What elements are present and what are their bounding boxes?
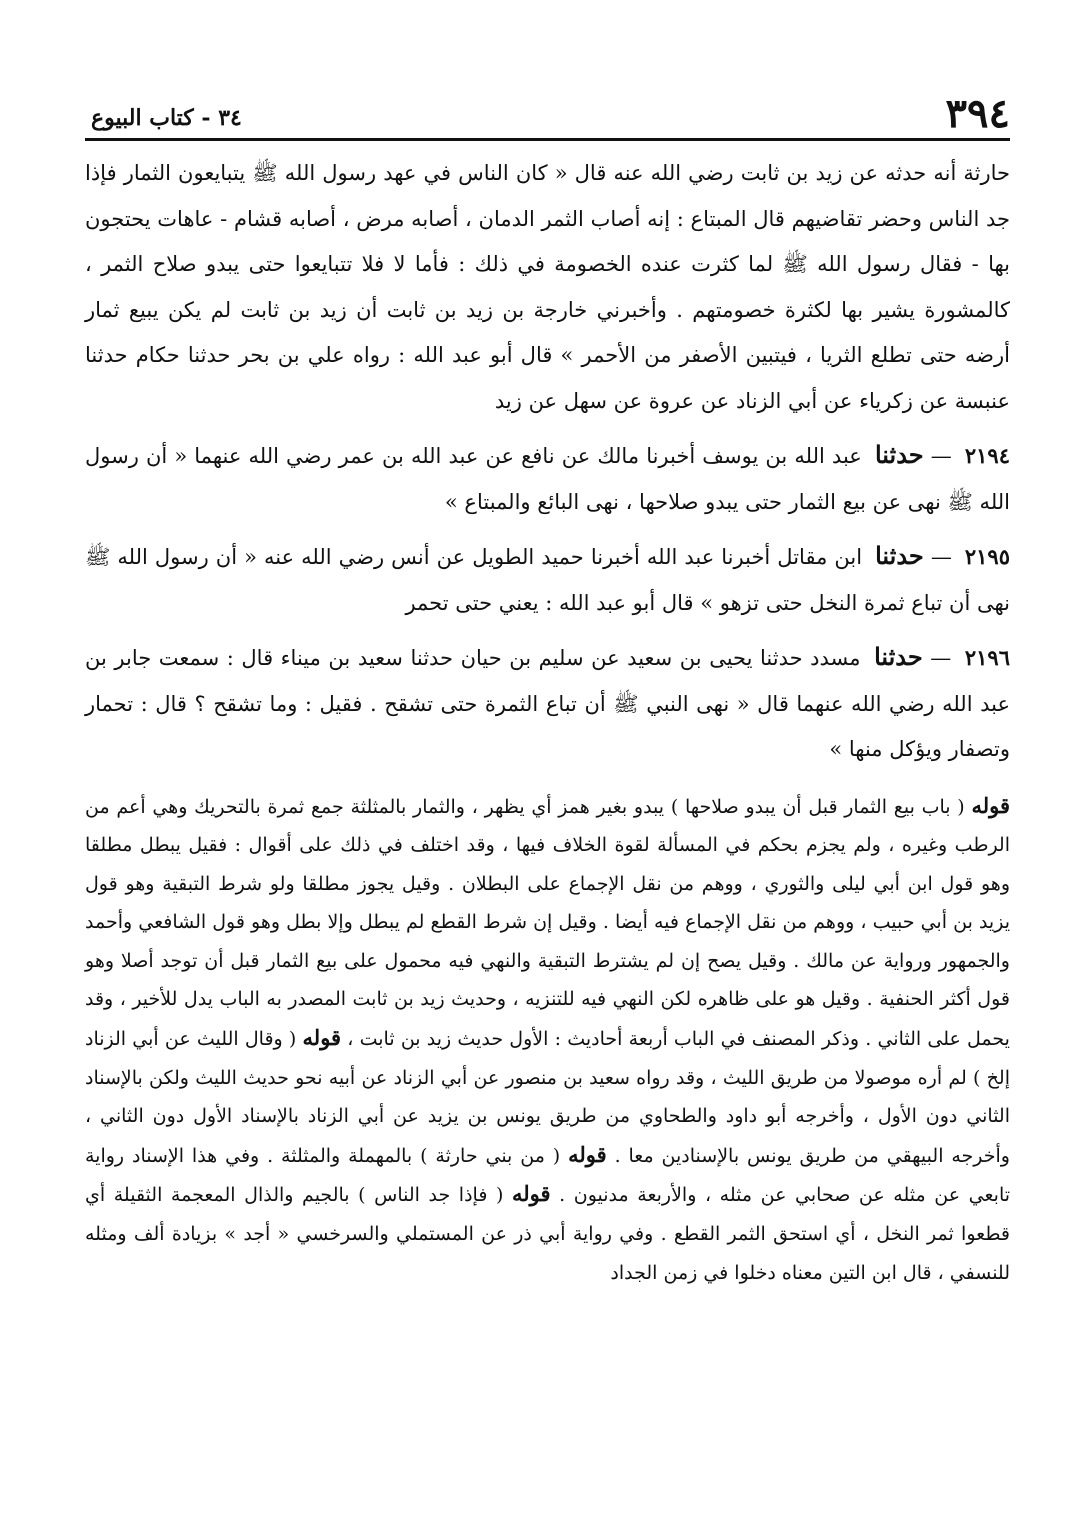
qawluhu-label: قوله [302,1025,342,1051]
hadith-text: عبد الله بن يوسف أخبرنا مالك عن نافع عن عبد الله بن عمر رضي الله عنهما « أن رسول الله ﷺ نهى عن بيع الثمار حتى يبدو صلاحها ، نهى البائع والمبتاع » [85,444,1010,514]
qawluhu-label: قوله [568,1141,607,1167]
commentary-text: ( باب بيع الثمار قبل أن يبدو صلاحها ) يبدو بغير همز أي يظهر ، والثمار بالمثلثة جمع ثمرة بالتحريك وهي أعم من الرطب وغيره ، ولم يجزم بحكم في المسألة لقوة الخلاف فيها ، وقد اختلف في ذلك على أقوال : فقيل يبطل مطلقا وهو قول ابن أبي ليلى والثوري ، ووهم من نقل الإجماع على البطلان . وقيل يجوز مطلقا ولو شرط التبقية وهو قول يزيد بن أبي حبيب ، ووهم من نقل الإجماع فيه أيضا . وقيل إن شرط القطع لم يبطل وإلا بطل وهو قول الشافعي وأحمد والجمهور ورواية عن مالك . وقيل يصح إن لم يشترط التبقية والنهي فيه محمول على بيع الثمار قبل أن توجد أصلا وهو قول أكثر الحنفية . وقيل هو على ظاهره لكن النهي فيه للتنزيه ، وحديث زيد بن ثابت المصدر به الباب يدل للأخير ، وقد يحمل على الثاني . وذكر المصنف في الباب أربعة أحاديث : الأول حديث زيد بن ثابت ، [85,795,1010,1051]
haddathana-label: حدثنا [874,642,923,671]
hadith-section [85,151,1010,773]
hadith-2194: ٢١٩٤ — حدثنا عبد الله بن يوسف أخبرنا مالك عن نافع عن عبد الله بن عمر رضي الله عنهما « أن رسول الله ﷺ نهى عن بيع الثمار حتى يبدو صلاحها ، نهى البائع والمبتاع » [85,440,1010,514]
hadith-text: مسدد حدثنا يحيى بن سعيد عن سليم بن حيان حدثنا سعيد بن ميناء قال : سمعت جابر بن عبد الله رضي الله عنهما قال « نهى النبي ﷺ أن تباع الثمرة حتى تشقح . فقيل : وما تشقح ؟ قال : تحمار وتصفار ويؤكل منها » [85,646,1010,761]
hadith-2195: ٢١٩٥ — حدثنا ابن مقاتل أخبرنا عبد الله أخبرنا حميد الطويل عن أنس رضي الله عنه « أن رسول الله ﷺ نهى أن تباع ثمرة النخل حتى تزهو » قال أبو عبد الله : يعني حتى تحمر [85,541,1010,615]
hadith-number: ٢١٩٥ [964,544,1010,569]
qawluhu-label: قوله [512,1181,551,1207]
commentary-text: ( فإذا جد الناس ) بالجيم والذال المعجمة الثقيلة أي قطعوا ثمر النخل ، أي استحق الثمر القطع . وفي رواية أبي ذر عن المستملي والسرخسي « أجد » بزيادة ألف ومثله للنسفي ، قال ابن التين معناه دخلوا في زمن الجداد [85,1184,1010,1284]
haddathana-label: حدثنا [874,440,924,469]
hadith-number: ٢١٩٦ [964,645,1010,670]
hadith-text: حارثة أنه حدثه عن زيد بن ثابت رضي الله عنه قال « كان الناس في عهد رسول الله ﷺ يتبايعون الثمار فإذا جد الناس وحضر تقاضيهم قال المبتاع : إنه أصاب الثمر الدمان ، أصابه مرض ، أصابه قشام - عاهات يحتجون بها - فقال رسول الله ﷺ لما كثرت عنده الخصومة في ذلك : فأما لا فلا تتبايعوا حتى يبدو صلاح الثمر ، كالمشورة يشير بها لكثرة خصومتهم . وأخبرني خارجة بن زيد بن ثابت أن زيد بن ثابت لم يكن يبيع ثمار أرضه حتى تطلع الثريا ، فيتبين الأصفر من الأحمر » قال أبو عبد الله : رواه علي بن بحر حدثنا حكام حدثنا عنبسة عن زكرياء عن أبي الزناد عن عروة عن سهل عن زيد [85,161,1010,413]
page-number: ٣٩٤ [945,90,1010,137]
qawluhu-label: قوله [971,792,1010,818]
commentary-section [85,787,1010,1293]
hadith-2196: ٢١٩٦ — حدثنا مسدد حدثنا يحيى بن سعيد عن سليم بن حيان حدثنا سعيد بن ميناء قال : سمعت جابر بن عبد الله رضي الله عنهما قال « نهى النبي ﷺ أن تباع الثمرة حتى تشقح . فقيل : وما تشقح ؟ قال : تحمار وتصفار ويؤكل منها » [85,642,1010,761]
book-title: ٣٤ - كتاب البيوع [91,105,242,131]
hadith-continuation [85,151,1010,424]
commentary-text: ( وقال الليث عن أبي الزناد إلخ ) لم أره موصولا من طريق الليث ، وقد رواه سعيد بن منصور عن أبي الزناد عن أبيه نحو حديث الليث ولكن بالإسناد الثاني دون الأول ، وأخرجه أبو داود والطحاوي من طريق يونس بن يزيد عن أبي الزناد بالإسناد الأول دون الثاني ، وأخرجه البيهقي من طريق يونس بالإسنادين معا . [85,1028,1010,1167]
hadith-text: ابن مقاتل أخبرنا عبد الله أخبرنا حميد الطويل عن أنس رضي الله عنه « أن رسول الله ﷺ نهى أن تباع ثمرة النخل حتى تزهو » قال أبو عبد الله : يعني حتى تحمر [85,545,1010,615]
page-header [85,84,1010,141]
hadith-number: ٢١٩٤ [964,443,1010,468]
haddathana-label: حدثنا [875,541,924,570]
commentary-text: ( من بني حارثة ) بالمهملة والمثلثة . وفي هذا الإسناد رواية تابعي عن مثله عن صحابي عن مثله ، والأربعة مدنيون . [85,1144,1011,1207]
book-page [85,84,1010,1292]
